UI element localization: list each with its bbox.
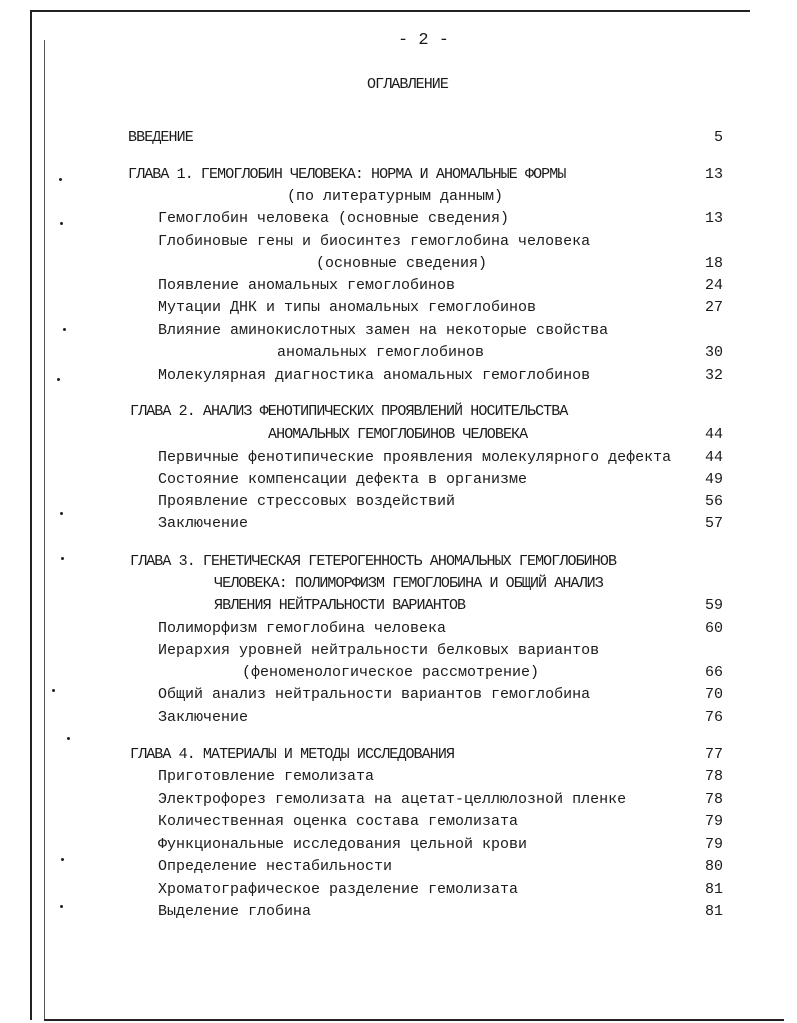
toc-title: ОГЛАВЛЕНИЕ bbox=[367, 76, 449, 93]
chapter-title: ГЛАВА 1. ГЕМОГЛОБИН ЧЕЛОВЕКА: НОРМА И АНОМАЛЬНЫЕ ФОРМЫ bbox=[128, 166, 566, 183]
toc-item-label: Проявление стрессовых воздействий bbox=[158, 493, 456, 510]
toc-item-label: Общий анализ нейтральности вариантов гемоглобина bbox=[158, 686, 591, 703]
scan-speck bbox=[61, 858, 64, 861]
toc-item-label: Влияние аминокислотных замен на некоторые свойства bbox=[158, 322, 609, 339]
toc-item-label-cont: аномальных гемоглобинов bbox=[277, 344, 485, 361]
toc-item-label-cont: (феноменологическое рассмотрение) bbox=[242, 664, 540, 681]
toc-item-label: Глобиновые гены и биосинтез гемоглобина человека bbox=[158, 233, 591, 250]
toc-item-page: 80 bbox=[704, 858, 723, 875]
toc-item-label: Выделение глобина bbox=[158, 903, 312, 920]
scan-frame-left bbox=[30, 10, 32, 1020]
toc-item-page: 66 bbox=[704, 664, 723, 681]
toc-item-page: 27 bbox=[704, 299, 723, 316]
scan-speck bbox=[60, 222, 63, 225]
toc-item-label: Приготовление гемолизата bbox=[158, 768, 375, 785]
toc-item-page: 44 bbox=[704, 449, 723, 466]
scan-speck bbox=[67, 737, 70, 740]
toc-item-label: Хроматографическое разделение гемолизата bbox=[158, 881, 519, 898]
scan-speck bbox=[60, 905, 63, 908]
chapter-title: ГЛАВА 4. МАТЕРИАЛЫ И МЕТОДЫ ИССЛЕДОВАНИЯ bbox=[130, 746, 455, 763]
toc-item-page: 18 bbox=[704, 255, 723, 272]
scan-speck bbox=[60, 512, 63, 515]
chapter-subtitle: АНОМАЛЬНЫХ ГЕМОГЛОБИНОВ ЧЕЛОВЕКА bbox=[268, 426, 528, 443]
chapter-subtitle: ЧЕЛОВЕКА: ПОЛИМОРФИЗМ ГЕМОГЛОБИНА И ОБЩИЙ АНАЛИЗ bbox=[214, 575, 603, 592]
scan-frame-top bbox=[30, 10, 750, 12]
toc-item-label: Первичные фенотипические проявления молекулярного дефекта bbox=[158, 449, 672, 466]
chapter-page: 44 bbox=[704, 426, 723, 443]
scan-speck bbox=[63, 328, 66, 331]
toc-item-label: Определение нестабильности bbox=[158, 858, 393, 875]
toc-item-label: Иерархия уровней нейтральности белковых вариантов bbox=[158, 642, 600, 659]
toc-item-label: Функциональные исследования цельной крови bbox=[158, 836, 528, 853]
toc-item-label-cont: (основные сведения) bbox=[316, 255, 488, 272]
toc-item-label: Полиморфизм гемоглобина человека bbox=[158, 620, 447, 637]
toc-item-page: 32 bbox=[704, 367, 723, 384]
toc-item-page: 13 bbox=[704, 210, 723, 227]
scan-speck bbox=[61, 557, 64, 560]
toc-item-page: 78 bbox=[704, 768, 723, 785]
toc-item-label: Заключение bbox=[158, 709, 249, 726]
toc-item-page: 70 bbox=[704, 686, 723, 703]
scan-speck bbox=[59, 178, 62, 181]
toc-item-label: Состояние компенсации дефекта в организме bbox=[158, 471, 528, 488]
toc-item-label: Количественная оценка состава гемолизата bbox=[158, 813, 519, 830]
scan-speck bbox=[52, 689, 55, 692]
chapter-subtitle: (по литературным данным) bbox=[287, 188, 504, 205]
scan-speck bbox=[57, 378, 60, 381]
chapter-title: ГЛАВА 2. АНАЛИЗ ФЕНОТИПИЧЕСКИХ ПРОЯВЛЕНИЙ НОСИТЕЛЬСТВА bbox=[130, 403, 568, 420]
toc-item-page: 79 bbox=[704, 836, 723, 853]
toc-item-label: Электрофорез гемолизата на ацетат-целлюлозной пленке bbox=[158, 791, 627, 808]
toc-item-page: 81 bbox=[704, 881, 723, 898]
toc-item-page: 81 bbox=[704, 903, 723, 920]
toc-item-page: 57 bbox=[704, 515, 723, 532]
chapter-subtitle: ЯВЛЕНИЯ НЕЙТРАЛЬНОСТИ ВАРИАНТОВ bbox=[214, 597, 466, 614]
toc-item-page: 60 bbox=[704, 620, 723, 637]
page-number: - 2 - bbox=[398, 31, 450, 50]
toc-item-label: Мутации ДНК и типы аномальных гемоглобинов bbox=[158, 299, 537, 316]
scan-frame-left-inner bbox=[44, 40, 45, 1020]
toc-item-page: 78 bbox=[704, 791, 723, 808]
chapter-page: 77 bbox=[704, 746, 723, 763]
toc-intro-label: ВВЕДЕНИЕ bbox=[128, 129, 193, 146]
toc-item-page: 76 bbox=[704, 709, 723, 726]
scan-frame-bottom bbox=[44, 1019, 784, 1021]
toc-item-page: 24 bbox=[704, 277, 723, 294]
toc-item-page: 79 bbox=[704, 813, 723, 830]
toc-item-label: Появление аномальных гемоглобинов bbox=[158, 277, 456, 294]
toc-item-page: 49 bbox=[704, 471, 723, 488]
toc-item-page: 30 bbox=[704, 344, 723, 361]
chapter-page: 59 bbox=[704, 597, 723, 614]
chapter-title: ГЛАВА 3. ГЕНЕТИЧЕСКАЯ ГЕТЕРОГЕННОСТЬ АНОМАЛЬНЫХ ГЕМОГЛОБИНОВ bbox=[130, 553, 617, 570]
toc-item-label: Гемоглобин человека (основные сведения) bbox=[158, 210, 510, 227]
toc-item-label: Заключение bbox=[158, 515, 249, 532]
chapter-page: 13 bbox=[704, 166, 723, 183]
toc-item-label: Молекулярная диагностика аномальных гемоглобинов bbox=[158, 367, 591, 384]
toc-item-page: 56 bbox=[704, 493, 723, 510]
toc-intro-page: 5 bbox=[713, 129, 723, 146]
